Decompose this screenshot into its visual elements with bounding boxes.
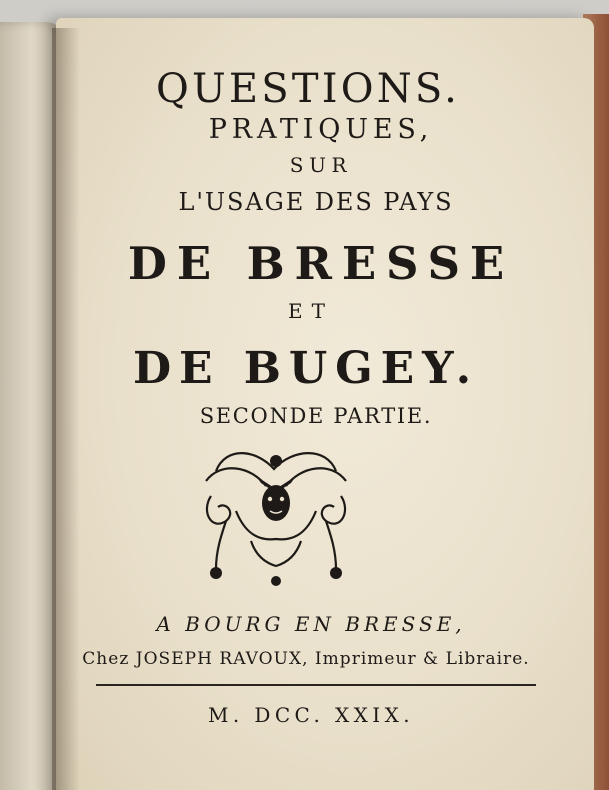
title-page (56, 18, 594, 790)
printer-ornament-icon (196, 441, 356, 591)
publication-date: M. DCC. XXIX. (207, 703, 414, 727)
imprint-place: A BOURG EN BRESSE, (156, 612, 466, 636)
spine-shadow (52, 28, 80, 790)
title-line-2: PRATIQUES, (208, 114, 434, 145)
title-line-7: DE BUGEY. (132, 343, 480, 394)
title-line-1: QUESTIONS. (155, 66, 461, 112)
title-line-5: DE BRESSE (127, 237, 515, 290)
title-line-4: L'USAGE DES PAYS (178, 188, 454, 216)
imprint-publisher: Chez JOSEPH RAVOUX, Imprimeur & Libraire. (82, 649, 530, 669)
title-line-6: ET (288, 299, 334, 323)
subtitle: SECONDE PARTIE. (199, 404, 433, 428)
divider-rule (96, 684, 536, 686)
title-line-3: SUR (289, 153, 353, 177)
